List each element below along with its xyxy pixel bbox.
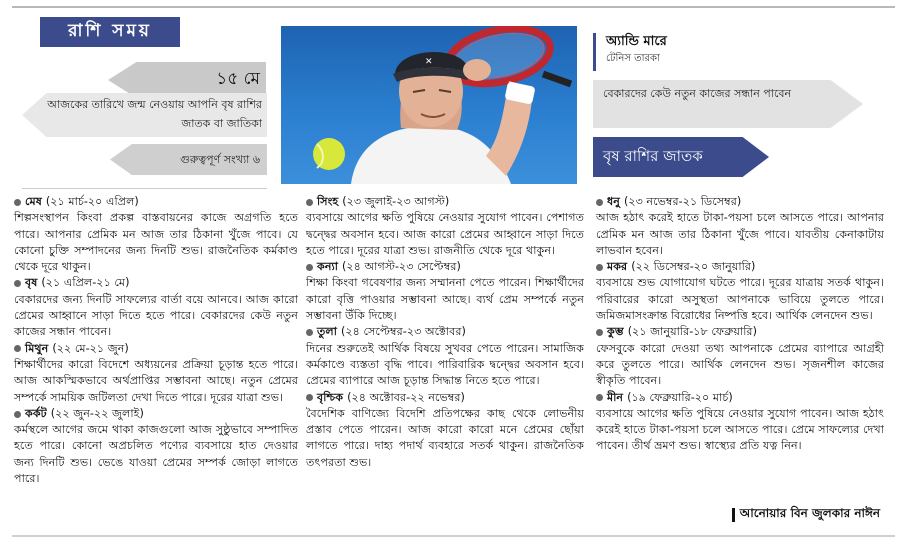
horoscope-entry bbox=[14, 341, 298, 406]
sign-name: ধনু bbox=[607, 195, 620, 208]
sign-forecast: শিক্ষা কিংবা গবেষণার জন্য সম্মাননা পেতে পারেন। শিক্ষার্থীদের কারো বৃত্তি পাওয়ার সম্ভাবনা আছে। ব্যর্থ প্রেম সম্পর্কে নতুন সম্ভাবনা উঁকি দিচ্ছে। bbox=[306, 276, 584, 323]
sign-name: তুলা bbox=[317, 325, 337, 339]
celebrity-name-box bbox=[593, 33, 793, 71]
sign-name: কুম্ভ bbox=[607, 325, 624, 339]
sign-date-range: (২১ জানুয়ারি-১৮ ফেব্রুয়ারি) bbox=[627, 325, 757, 339]
important-number: গুরুত্বপূর্ণ সংখ্যা ৬ bbox=[180, 152, 260, 166]
sign-name: কন্যা bbox=[317, 260, 338, 274]
bullet-icon bbox=[14, 411, 21, 418]
bullet-icon bbox=[14, 280, 21, 287]
sign-date-range: (২৪ আগস্ট-২৩ সেপ্টেম্বর) bbox=[342, 260, 461, 274]
horoscope-column-3 bbox=[596, 194, 884, 455]
sign-date-range: (২১ এপ্রিল-২১ মে) bbox=[41, 276, 130, 290]
sign-name: মিথুন bbox=[25, 341, 49, 355]
sign-date-range: (২২ মে-২১ জুন) bbox=[52, 341, 129, 355]
bullet-icon bbox=[306, 329, 313, 336]
date-label: ১৫ মে bbox=[216, 69, 260, 89]
sign-date-range: (২২ ডিসেম্বর-২০ জানুয়ারি) bbox=[631, 260, 756, 274]
svg-text:✕: ✕ bbox=[425, 57, 433, 67]
horoscope-entry bbox=[596, 390, 884, 455]
sign-forecast: কর্মস্থলে আগের জমে থাকা কাজগুলো আজ সুষ্ঠুভাবে সম্পাদিত হতে পারে। কোনো অপ্রচলিত পণ্যের ব্যবসায়ে হাত দেওয়ার জন্য দিনটি শুভ। ভেঙে যাওয়া প্রেমের সম্পর্ক জোড়া লাগতে পারে। bbox=[14, 423, 298, 486]
bullet-icon bbox=[596, 264, 603, 271]
horoscope-entry bbox=[596, 194, 884, 259]
horoscope-entry bbox=[14, 406, 298, 487]
sign-forecast: বৈদেশিক বাণিজ্যে বিদেশি প্রতিপক্ষের কাছ থেকে লোভনীয় প্রস্তাব পেতে পারেন। আজ কারো কারো মনে প্রেমের ছোঁয়া লাগতে পারে। দাহ্য পদার্থ ব্যবহারে সতর্ক থাকুন। রাজনৈতিক তৎপরতা শুভ। bbox=[306, 406, 584, 469]
celebrity-photo bbox=[281, 26, 577, 184]
sign-forecast: আজ হঠাৎ করেই হাতে টাকা-পয়সা চলে আসতে পারে। আপনার প্রেমিক মন আজ তার ঠিকানা খুঁজে পাবে। যাবতীয় কেনাকাটায় লাভবান হবেন। bbox=[596, 211, 884, 257]
sign-date-range: (২৩ জুলাই-২৩ আগস্ট) bbox=[342, 195, 450, 208]
sign-forecast: ব্যবসায়ে আগের ক্ষতি পুষিয়ে নেওয়ার সুযোগ পাবেন। পেশাগত দ্বন্দ্বের অবসান হবে। আজ কারো প্রেমের আহ্বানে সাড়া দিতে হতে পারে। দূরের যাত্রা শুভ। রাজনীতি থেকে দূরে থাকুন। bbox=[306, 211, 584, 257]
sign-forecast: দিনের শুরুতেই আর্থিক বিষয়ে সুখবর পেতে পারেন। সামাজিক কর্মকাণ্ডে ব্যস্ততা বৃদ্ধি পাবে। পারিবারিক দ্বন্দ্বের অবসান হবে। প্রেমের ব্যাপারে আজ চূড়ান্ত সিদ্ধান্ত নিতে হতে পারে। bbox=[306, 341, 584, 388]
bullet-icon bbox=[596, 394, 603, 401]
bullet-icon bbox=[306, 264, 313, 271]
top-border bbox=[12, 6, 895, 8]
horoscope-column-1 bbox=[14, 194, 298, 487]
sign-name: মেষ bbox=[25, 195, 42, 208]
sign-name: কর্কট bbox=[25, 406, 47, 420]
sign-name: মীন bbox=[607, 390, 624, 404]
credit-bar bbox=[732, 508, 735, 522]
intro-text: আজকের তারিখে জন্ম নেওয়ায় আপনি বৃষ রাশির জাতক বা জাতিকা bbox=[47, 98, 262, 130]
author-credit bbox=[690, 506, 880, 524]
horoscope-entry bbox=[14, 194, 298, 275]
sign-forecast: ব্যবসায়ে আগের ক্ষতি পুষিয়ে নেওয়ার সুযোগ পাবেন। আজ হঠাৎ করেই হাতে টাকা-পয়সা চলে আসতে পারে। প্রেমে সাফল্যের দেখা পাবেন। তীর্থ ভ্রমণ শুভ। স্বাস্থ্যের প্রতি যত্ন নিন। bbox=[596, 406, 884, 453]
sign-forecast: শিল্পসংস্থাপন কিংবা প্রকল্প বাস্তবায়নের কাজে অগ্রগতি হতে পারে। আপনার প্রেমিক মন আজ তার ঠিকানা খুঁজে পাবে। যে কোনো চুক্তি সম্পাদনের জন্য দিনটি শুভ। রাজনৈতিক কর্মকাণ্ড থেকে দূরে থাকুন। bbox=[14, 211, 298, 274]
horoscope-column-2 bbox=[306, 194, 584, 471]
sign-date-range: (২২ জুন-২২ জুলাই) bbox=[50, 406, 144, 420]
section-title: রাশি সময় bbox=[40, 17, 180, 47]
bullet-icon bbox=[306, 199, 313, 206]
horoscope-entry bbox=[306, 390, 584, 471]
celebrity-fact: বেকারদের কেউ নতুন কাজের সন্ধান পাবেন bbox=[603, 87, 792, 100]
sign-date-range: (২১ মার্চ-২০ এপ্রিল) bbox=[45, 195, 139, 208]
bullet-icon bbox=[14, 199, 21, 206]
sign-forecast: বেকারদের জন্য দিনটি সাফল্যের বার্তা বয়ে আনবে। আজ কারো প্রেমের আহ্বানে সাড়া দিতে হতে পারে। বেকারদের কেউ নতুন কাজের সন্ধান পাবেন। bbox=[14, 292, 298, 339]
sign-date-range: (২৪ সেপ্টেম্বর-২৩ অক্টোবর) bbox=[340, 325, 466, 339]
celebrity-profession: টেনিস তারকা bbox=[606, 53, 660, 64]
bullet-icon bbox=[14, 345, 21, 352]
tennis-ball-icon bbox=[313, 138, 345, 170]
celebrity-name: অ্যান্ডি মারে bbox=[606, 34, 667, 49]
bottom-border bbox=[12, 535, 895, 537]
bullet-icon bbox=[596, 199, 603, 206]
tennis-player-illustration bbox=[281, 26, 577, 184]
sign-forecast: ব্যবসায়ে শুভ যোগাযোগ ঘটতে পারে। দূরের যাত্রায় সতর্ক থাকুন। পরিবারের কারো অসুস্থতা আপনাকে ভাবিয়ে তুলতে পারে। জমিজমাসংক্রান্ত বিরোধের নিষ্পত্তি হবে। আর্থিক লেনদেন শুভ। bbox=[596, 276, 884, 323]
horoscope-entry bbox=[306, 194, 584, 259]
sign-forecast: শিক্ষার্থীদের কারো বিদেশে অধ্যয়নের প্রক্রিয়া চূড়ান্ত হতে পারে। আজ আকস্মিকভাবে অর্থপ্রাপ্তির সম্ভাবনা আছে। নতুন প্রেমের সম্পর্কে সাময়িক জটিলতা দেখা দিতে পারে। দূরের যাত্রা শুভ। bbox=[14, 357, 298, 404]
horoscope-entry bbox=[14, 275, 298, 340]
bullet-icon bbox=[306, 394, 313, 401]
horoscope-entry bbox=[596, 259, 884, 324]
horoscope-entry bbox=[596, 324, 884, 389]
bullet-icon bbox=[596, 329, 603, 336]
sign-date-range: (১৯ ফেব্রুয়ারি-২০ মার্চ) bbox=[627, 390, 733, 404]
sign-forecast: ফেসবুকে কারো দেওয়া তথ্য আপনাকে প্রেমের ব্যাপারে আগ্রহী করে তুলতে পারে। আর্থিক লেনদেন শুভ। সৃজনশীল কাজের স্বীকৃতি পাবেন। bbox=[596, 341, 884, 388]
sign-date-range: (২৩ নভেম্বর-২১ ডিসেম্বর) bbox=[623, 195, 742, 208]
sign-name: বৃষ bbox=[25, 276, 38, 290]
sign-date-range: (২৪ অক্টোবর-২২ নভেম্বর) bbox=[347, 390, 465, 404]
horoscope-entry bbox=[306, 259, 584, 324]
celebrity-sign: বৃষ রাশির জাতক bbox=[603, 146, 703, 165]
sign-name: বৃশ্চিক bbox=[317, 390, 344, 404]
sign-name: মকর bbox=[607, 260, 628, 274]
horoscope-entry bbox=[306, 324, 584, 389]
sign-name: সিংহ bbox=[317, 195, 339, 208]
author-name: আনোয়ার বিন জুলকার নাঈন bbox=[739, 506, 880, 520]
header-divider bbox=[22, 188, 267, 189]
